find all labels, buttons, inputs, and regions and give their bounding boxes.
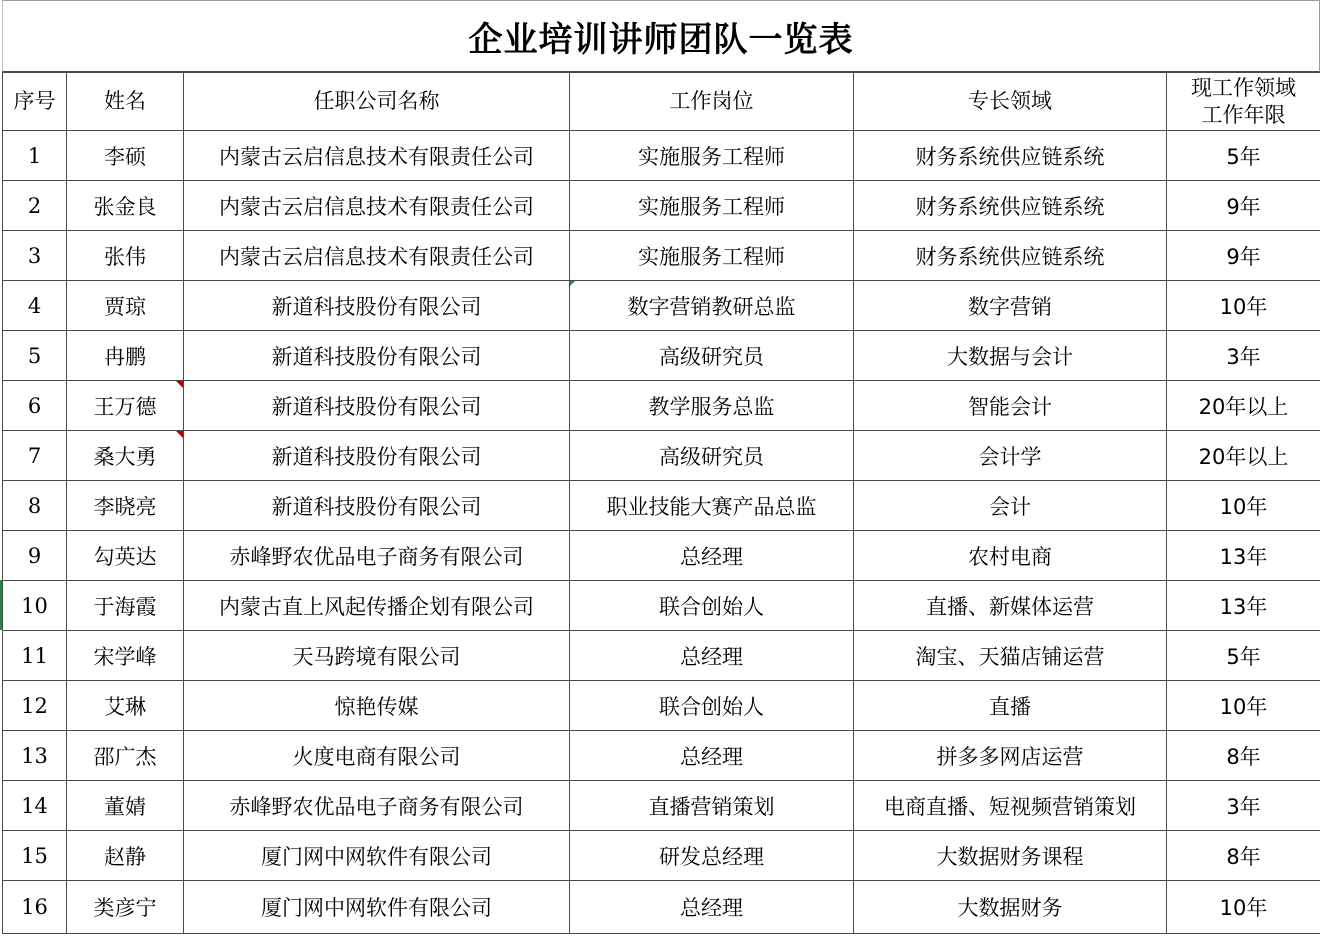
cell-position[interactable]: 总经理 xyxy=(570,631,854,681)
header-years-line2: 工作年限 xyxy=(1201,102,1286,127)
cell-name[interactable]: 李硕 xyxy=(67,131,184,181)
cell-index[interactable]: 10 xyxy=(3,581,67,631)
cell-position[interactable]: 直播营销策划 xyxy=(570,781,854,831)
cell-years[interactable]: 10年 xyxy=(1167,281,1320,331)
cell-years[interactable]: 10年 xyxy=(1167,681,1320,731)
header-position[interactable]: 工作岗位 xyxy=(570,73,854,131)
table-row xyxy=(3,181,1320,231)
cell-index[interactable]: 11 xyxy=(3,631,67,681)
cell-company[interactable]: 新道科技股份有限公司 xyxy=(184,431,570,481)
cell-name[interactable]: 张伟 xyxy=(67,231,184,281)
cell-years[interactable]: 3年 xyxy=(1167,781,1320,831)
cell-position[interactable]: 职业技能大赛产品总监 xyxy=(570,481,854,531)
cell-company[interactable]: 新道科技股份有限公司 xyxy=(184,381,570,431)
cell-company[interactable]: 惊艳传媒 xyxy=(184,681,570,731)
cell-years[interactable]: 10年 xyxy=(1167,481,1320,531)
cell-index[interactable]: 5 xyxy=(3,331,67,381)
cell-index[interactable]: 3 xyxy=(3,231,67,281)
cell-index[interactable]: 12 xyxy=(3,681,67,731)
cell-name[interactable]: 勾英达 xyxy=(67,531,184,581)
cell-name[interactable]: 董婧 xyxy=(67,781,184,831)
table-row xyxy=(3,731,1320,781)
cell-position[interactable]: 总经理 xyxy=(570,731,854,781)
cell-specialty[interactable]: 大数据与会计 xyxy=(854,331,1167,381)
cell-company[interactable]: 内蒙古云启信息技术有限责任公司 xyxy=(184,131,570,181)
sheet-title: 企业培训讲师团队一览表 xyxy=(2,0,1320,72)
table-row xyxy=(3,481,1320,531)
cell-specialty[interactable]: 财务系统供应链系统 xyxy=(854,131,1167,181)
cell-years[interactable]: 3年 xyxy=(1167,331,1320,381)
cell-index[interactable]: 15 xyxy=(3,831,67,881)
cell-specialty[interactable]: 会计 xyxy=(854,481,1167,531)
cell-company[interactable]: 厦门网中网软件有限公司 xyxy=(184,831,570,881)
table-row xyxy=(3,331,1320,381)
cell-position[interactable]: 高级研究员 xyxy=(570,431,854,481)
cell-years[interactable]: 8年 xyxy=(1167,731,1320,781)
cell-index[interactable]: 1 xyxy=(3,131,67,181)
cell-company[interactable]: 赤峰野农优品电子商务有限公司 xyxy=(184,781,570,831)
header-years[interactable] xyxy=(1167,73,1320,131)
table-row xyxy=(3,781,1320,831)
header-row xyxy=(3,73,1320,131)
header-index[interactable]: 序号 xyxy=(3,73,67,131)
comment-indicator[interactable] xyxy=(176,381,183,388)
table-row xyxy=(3,431,1320,481)
cell-company[interactable]: 厦门网中网软件有限公司 xyxy=(184,881,570,934)
cell-specialty[interactable]: 财务系统供应链系统 xyxy=(854,231,1167,281)
cell-position[interactable]: 联合创始人 xyxy=(570,681,854,731)
cell-name[interactable]: 王万德 xyxy=(67,381,184,431)
cell-name[interactable]: 桑大勇 xyxy=(67,431,184,481)
cell-name[interactable]: 赵静 xyxy=(67,831,184,881)
table-row xyxy=(3,131,1320,181)
header-company[interactable]: 任职公司名称 xyxy=(184,73,570,131)
table-row xyxy=(3,531,1320,581)
cell-company[interactable]: 赤峰野农优品电子商务有限公司 xyxy=(184,531,570,581)
cell-specialty[interactable]: 直播、新媒体运营 xyxy=(854,581,1167,631)
table-row xyxy=(3,631,1320,681)
cell-years[interactable]: 9年 xyxy=(1167,181,1320,231)
cell-company[interactable]: 内蒙古直上风起传播企划有限公司 xyxy=(184,581,570,631)
cell-years[interactable]: 10年 xyxy=(1167,881,1320,934)
cell-position[interactable]: 总经理 xyxy=(570,881,854,934)
cell-years[interactable]: 13年 xyxy=(1167,581,1320,631)
cell-index[interactable]: 8 xyxy=(3,481,67,531)
cell-name[interactable]: 艾琳 xyxy=(67,681,184,731)
error-indicator[interactable] xyxy=(570,281,575,286)
cell-position[interactable]: 数字营销教研总监 xyxy=(570,281,854,331)
comment-indicator[interactable] xyxy=(176,431,183,438)
header-specialty[interactable]: 专长领域 xyxy=(854,73,1167,131)
cell-index[interactable]: 4 xyxy=(3,281,67,331)
trainer-table xyxy=(2,72,1320,934)
cell-company[interactable]: 内蒙古云启信息技术有限责任公司 xyxy=(184,231,570,281)
cell-position[interactable]: 总经理 xyxy=(570,531,854,581)
cell-specialty[interactable]: 大数据财务课程 xyxy=(854,831,1167,881)
table-row xyxy=(3,381,1320,431)
spreadsheet xyxy=(2,0,1320,934)
header-years-line1: 现工作领域 xyxy=(1191,75,1296,100)
cell-name[interactable]: 李晓亮 xyxy=(67,481,184,531)
table-row xyxy=(3,231,1320,281)
cell-specialty[interactable]: 会计学 xyxy=(854,431,1167,481)
cell-index[interactable]: 9 xyxy=(3,531,67,581)
cell-company[interactable]: 新道科技股份有限公司 xyxy=(184,331,570,381)
cell-position[interactable]: 教学服务总监 xyxy=(570,381,854,431)
table-row xyxy=(3,831,1320,881)
cell-index[interactable]: 7 xyxy=(3,431,67,481)
cell-years[interactable]: 9年 xyxy=(1167,231,1320,281)
cell-name[interactable]: 类彦宁 xyxy=(67,881,184,934)
cell-company[interactable]: 新道科技股份有限公司 xyxy=(184,481,570,531)
cell-specialty[interactable]: 电商直播、短视频营销策划 xyxy=(854,781,1167,831)
cell-years[interactable]: 20年以上 xyxy=(1167,381,1320,431)
cell-years[interactable]: 5年 xyxy=(1167,631,1320,681)
cell-name[interactable]: 于海霞 xyxy=(67,581,184,631)
table-row xyxy=(3,281,1320,331)
cell-position[interactable]: 实施服务工程师 xyxy=(570,181,854,231)
cell-years[interactable]: 20年以上 xyxy=(1167,431,1320,481)
cell-specialty[interactable]: 淘宝、天猫店铺运营 xyxy=(854,631,1167,681)
table-row xyxy=(3,881,1320,934)
cell-company[interactable]: 火度电商有限公司 xyxy=(184,731,570,781)
cell-name[interactable]: 张金良 xyxy=(67,181,184,231)
cell-index[interactable]: 6 xyxy=(3,381,67,431)
cell-position[interactable]: 研发总经理 xyxy=(570,831,854,881)
cell-company[interactable]: 新道科技股份有限公司 xyxy=(184,281,570,331)
table-row xyxy=(3,681,1320,731)
cell-years[interactable]: 8年 xyxy=(1167,831,1320,881)
cell-index[interactable]: 13 xyxy=(3,731,67,781)
cell-position[interactable]: 联合创始人 xyxy=(570,581,854,631)
cell-position[interactable]: 实施服务工程师 xyxy=(570,131,854,181)
cell-name[interactable]: 冉鹏 xyxy=(67,331,184,381)
cell-specialty[interactable]: 直播 xyxy=(854,681,1167,731)
cell-specialty[interactable]: 拼多多网店运营 xyxy=(854,731,1167,781)
cell-index[interactable]: 2 xyxy=(3,181,67,231)
cell-specialty[interactable]: 农村电商 xyxy=(854,531,1167,581)
cell-specialty[interactable]: 财务系统供应链系统 xyxy=(854,181,1167,231)
cell-index[interactable]: 16 xyxy=(3,881,67,934)
cell-years[interactable]: 5年 xyxy=(1167,131,1320,181)
cell-company[interactable]: 天马跨境有限公司 xyxy=(184,631,570,681)
cell-specialty[interactable]: 大数据财务 xyxy=(854,881,1167,934)
cell-specialty[interactable]: 智能会计 xyxy=(854,381,1167,431)
cell-index[interactable]: 14 xyxy=(3,781,67,831)
cell-name[interactable]: 邵广杰 xyxy=(67,731,184,781)
cell-position[interactable]: 实施服务工程师 xyxy=(570,231,854,281)
header-name[interactable]: 姓名 xyxy=(67,73,184,131)
cell-company[interactable]: 内蒙古云启信息技术有限责任公司 xyxy=(184,181,570,231)
cell-name[interactable]: 贾琼 xyxy=(67,281,184,331)
cell-position[interactable]: 高级研究员 xyxy=(570,331,854,381)
table-row xyxy=(3,581,1320,631)
cell-name[interactable]: 宋学峰 xyxy=(67,631,184,681)
cell-years[interactable]: 13年 xyxy=(1167,531,1320,581)
cell-specialty[interactable]: 数字营销 xyxy=(854,281,1167,331)
